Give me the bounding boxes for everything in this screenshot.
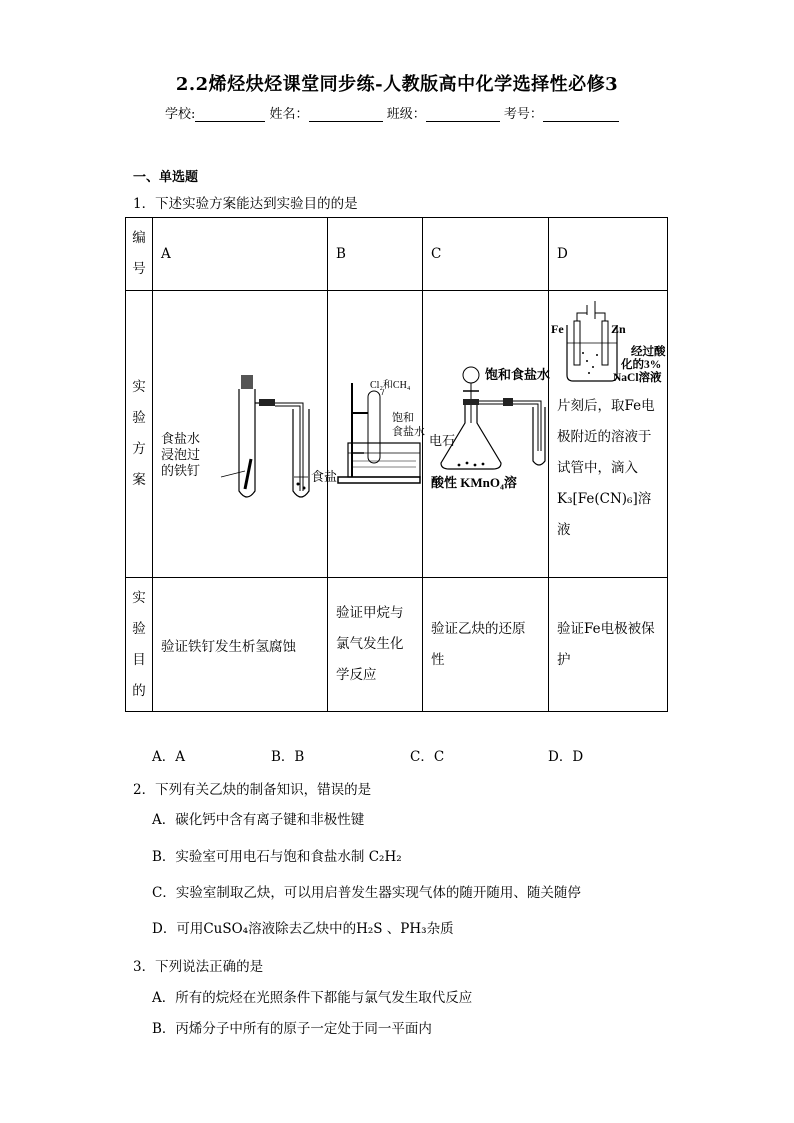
label-c-top: 饱和食盐水 [485,367,551,382]
q3-stem: 3．下列说法正确的是 [133,959,264,975]
goal-d: 验证Fe电极被保 护 [549,578,668,712]
q2-option-a[interactable]: A．碳化钙中含有离子键和非极性键 [152,812,365,828]
q2-option-c[interactable]: C．实验室制取乙炔，可以用启普发生器实现气体的随开随用、随关随停 [152,885,581,901]
q3-option-b[interactable]: B．丙烯分子中所有的原子一定处于同一平面内 [152,1021,432,1037]
label-a-left: 食盐水 [161,431,201,446]
label-b-top: Cl₂和CH₄ [370,380,411,391]
apparatus-d-figure [549,291,667,391]
apparatus-a-figure [153,291,338,573]
q2-option-d[interactable]: D．可用CuSO₄溶液除去乙炔中的H₂S 、PH₃杂质 [152,921,454,937]
d-scheme-text: 片刻后，取Fe电 极附近的溶液于 试管中，滴入 K₃[Fe(CN)₆]溶 液 [557,398,655,538]
experiment-table [125,217,668,712]
goal-a: 验证铁钉发生析氢腐蚀 [153,578,328,712]
exam-no-label: 考号： [503,107,543,122]
label-b-side1: 饱和 [392,412,414,424]
school-label: 学校: [165,107,196,122]
label-b-side2: 食盐水 [392,426,425,438]
goal-c: 验证乙炔的还原 性 [423,578,549,712]
name-label: 姓名： [269,107,309,122]
label-d-fe: Fe [551,322,564,336]
q2-option-b[interactable]: B．实验室可用电石与饱和食盐水制 C₂H₂ [152,849,402,865]
col-a-header: A [153,218,328,291]
apparatus-b [328,291,423,578]
q1-stem: 1．下述实验方案能达到实验目的的是 [133,196,358,212]
name-blank[interactable] [309,107,383,122]
col-b-header: B [328,218,423,291]
row-header-goal: 实 验 目 的 [126,578,153,712]
q1-choice-a[interactable]: A．A [152,749,185,765]
q1-choice-d[interactable]: D．D [548,749,584,765]
class-blank[interactable] [426,107,500,122]
label-c-bottom: 酸性 KMnO₄溶 [431,475,517,490]
school-blank[interactable] [195,107,265,122]
label-a-left3: 的铁钉 [161,463,201,478]
apparatus-c [423,291,549,578]
label-c-left: 电石 [429,433,456,448]
apparatus-d [549,291,668,578]
apparatus-c-figure [423,291,551,573]
label-a-right: 食盐 [311,469,338,484]
row-header-number: 编 号 [126,218,153,291]
apparatus-a [153,291,338,578]
label-d-r3: NaCl溶液 [613,372,662,384]
q1-choice-c[interactable]: C．C [410,749,445,765]
label-a-left2: 浸泡过 [161,447,201,462]
exam-no-blank[interactable] [543,107,619,122]
q2-stem: 2．下列有关乙炔的制备知识，错误的是 [133,782,372,798]
col-c-header: C [423,218,549,291]
row-header-scheme: 实 验 方 案 [126,291,153,578]
class-label: 班级： [386,107,426,122]
label-d-zn: Zn [611,322,626,336]
doc-title: 2.2烯烃炔烃课堂同步练-人教版高中化学选择性必修3 [175,74,619,95]
col-d-header: D [549,218,668,291]
student-info-line [165,103,619,122]
goal-b: 验证甲烷与 氯气发生化 学反应 [328,578,423,712]
section-heading: 一、单选题 [133,170,199,185]
apparatus-b-figure [328,291,425,573]
q1-choice-b[interactable]: B．B [271,749,305,765]
label-d-r1: 经过酸 [631,346,666,358]
label-d-r2: 化的3% [621,359,662,371]
q3-option-a[interactable]: A．所有的烷烃在光照条件下都能与氯气发生取代反应 [152,990,473,1006]
